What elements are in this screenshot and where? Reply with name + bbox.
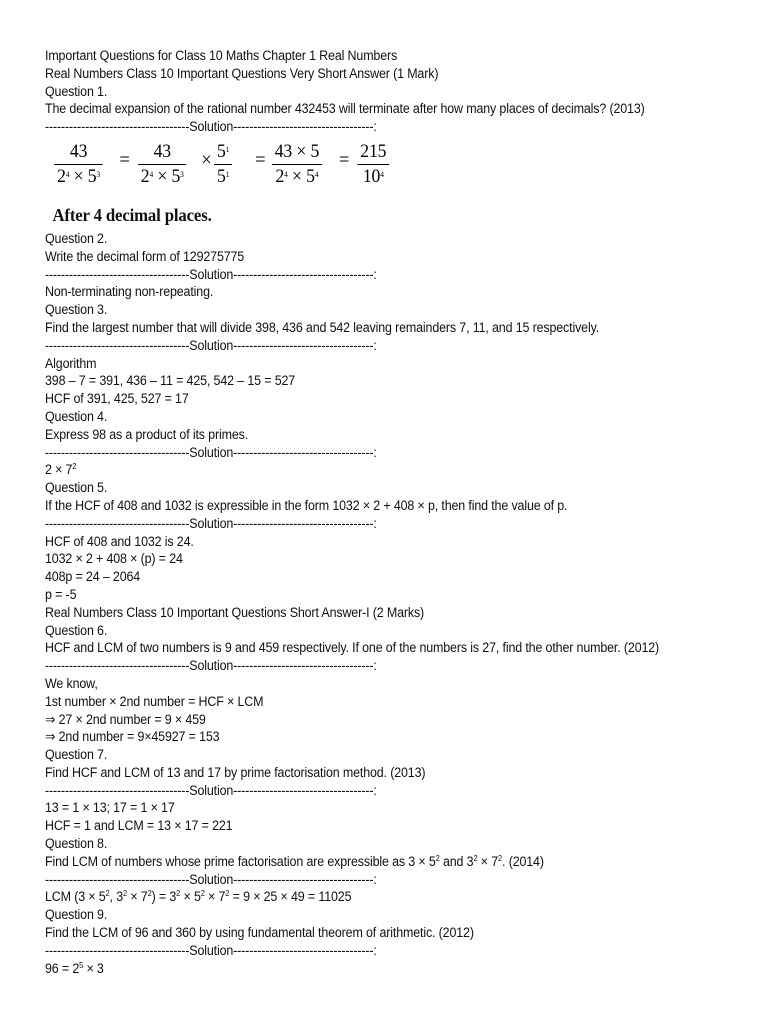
question-1-answer: After 4 decimal places. [52, 204, 212, 225]
question-9-label: Question 9. [45, 907, 108, 923]
solution-separator: ------------------------------------Solution-----------------------------------: [45, 444, 377, 460]
question-5-text: If the HCF of 408 and 1032 is expressible in the form 1032 × 2 + 408 × p, then find the value of p. [45, 497, 568, 513]
question-6-text: HCF and LCM of two numbers is 9 and 459 respectively. If one of the numbers is 27, find the other number. (2012) [45, 640, 660, 656]
question-2-label: Question 2. [45, 230, 108, 246]
formula-fraction-4 [272, 140, 322, 190]
solution-separator: ------------------------------------Solution-----------------------------------: [45, 119, 377, 135]
formula-fraction-3 [214, 140, 232, 190]
equals-sign: = [255, 148, 266, 171]
section-heading-short-answer: Real Numbers Class 10 Important Questions Short Answer-I (2 Marks) [45, 604, 425, 620]
question-7-answer-line-1: 13 = 1 × 13; 17 = 1 × 17 [45, 800, 175, 816]
question-7-text: Find HCF and LCM of 13 and 17 by prime factorisation method. (2013) [45, 764, 426, 780]
question-7-label: Question 7. [45, 747, 108, 763]
question-6-label: Question 6. [45, 622, 108, 638]
solution-separator: ------------------------------------Solution-----------------------------------: [45, 515, 377, 531]
question-8-text: Find LCM of numbers whose prime factorisation are expressible as $3 \times 5^2$ and $3^2 \times 7^2$. (2014) [45, 853, 544, 869]
question-3-label: Question 3. [45, 302, 108, 318]
question-5-answer-line-2: 1032 × 2 + 408 × (p) = 24 [45, 551, 183, 567]
question-3-answer-line-2: 398 – 7 = 391, 436 – 11 = 425, 542 – 15 = 527 [45, 373, 296, 389]
document-page [45, 47, 696, 977]
question-8-answer: LCM ($3 \times 5^2$, $3^2 \times 7^2) = 3^2 \times 5^2 \times 7^2 = 9 \times 25 \times 49 = 11025$ [45, 889, 352, 905]
question-3-text: Find the largest number that will divide 398, 436 and 542 leaving remainders 7, 11, and 15 respectively. [45, 319, 600, 335]
fraction-1-denominator: $2^4 \times 5^3$ [57, 166, 101, 188]
question-6-answer-line-2: 1st number × 2nd number = HCF × LCM [45, 693, 264, 709]
question-9-answer-line-1: $96 = 2^5 \times 3$ [45, 960, 104, 976]
solution-separator: ------------------------------------Solution-----------------------------------: [45, 782, 377, 798]
question-1-text: The decimal expansion of the rational number 432453 will terminate after how many places of decimals? (2013) [45, 101, 645, 117]
question-4-text: Express 98 as a product of its primes. [45, 426, 249, 442]
times-sign: × [201, 148, 212, 171]
formula-fraction-5 [357, 140, 389, 190]
fraction-5-denominator: $10^4$ [362, 166, 384, 188]
question-2-text: Write the decimal form of 129275775 [45, 248, 245, 264]
solution-separator: ------------------------------------Solution-----------------------------------: [45, 337, 377, 353]
question-3-answer-line-3: HCF of 391, 425, 527 = 17 [45, 391, 189, 407]
question-5-answer-line-3: 408p = 24 – 2064 [45, 569, 141, 585]
fraction-5-numerator: 215 [360, 140, 387, 162]
question-6-answer-line-4: ⇒ 2nd number = 9×45927 = 153 [45, 729, 220, 745]
question-3-answer-line-1: Algorithm [45, 355, 97, 371]
question-2-answer: Non-terminating non-repeating. [45, 284, 214, 300]
fraction-4-denominator: $2^4 \times 5^4$ [275, 166, 319, 188]
question-1-formula [45, 140, 696, 200]
equals-sign: = [119, 148, 130, 171]
fraction-3-numerator: $5^1$ [217, 140, 230, 162]
solution-separator: ------------------------------------Solution-----------------------------------: [45, 942, 377, 958]
question-7-answer-line-2: HCF = 1 and LCM = 13 × 17 = 221 [45, 818, 233, 834]
equals-sign: = [338, 148, 350, 171]
formula-fraction-1 [54, 140, 103, 190]
question-6-answer-line-3: ⇒ 27 × 2nd number = 9 × 459 [45, 711, 206, 727]
question-4-answer: $2 \times 7^2$ [45, 462, 77, 478]
document-title: Important Questions for Class 10 Maths Chapter 1 Real Numbers [45, 48, 398, 63]
question-4-label: Question 4. [45, 408, 108, 424]
fraction-4-numerator: 43 × 5 [274, 140, 320, 162]
question-6-answer-line-1: We know, [45, 675, 98, 691]
solution-separator: ------------------------------------Solution-----------------------------------: [45, 266, 377, 282]
fraction-1-numerator: 43 [69, 140, 88, 162]
solution-separator: ------------------------------------Solution-----------------------------------: [45, 658, 377, 674]
question-5-label: Question 5. [45, 480, 108, 496]
solution-separator: ------------------------------------Solution-----------------------------------: [45, 871, 377, 887]
question-5-answer-line-1: HCF of 408 and 1032 is 24. [45, 533, 194, 549]
formula-fraction-2 [138, 140, 187, 190]
fraction-2-numerator: 43 [153, 140, 171, 162]
question-1-label: Question 1. [45, 83, 108, 99]
question-8-label: Question 8. [45, 836, 108, 852]
fraction-2-denominator: $2^4 \times 5^3$ [140, 166, 184, 188]
question-5-answer-line-4: p = -5 [45, 586, 77, 602]
fraction-3-denominator: $5^1$ [217, 166, 230, 188]
section-heading-very-short: Real Numbers Class 10 Important Questions Very Short Answer (1 Mark) [45, 65, 439, 81]
question-9-text: Find the LCM of 96 and 360 by using fundamental theorem of arithmetic. (2012) [45, 925, 474, 941]
